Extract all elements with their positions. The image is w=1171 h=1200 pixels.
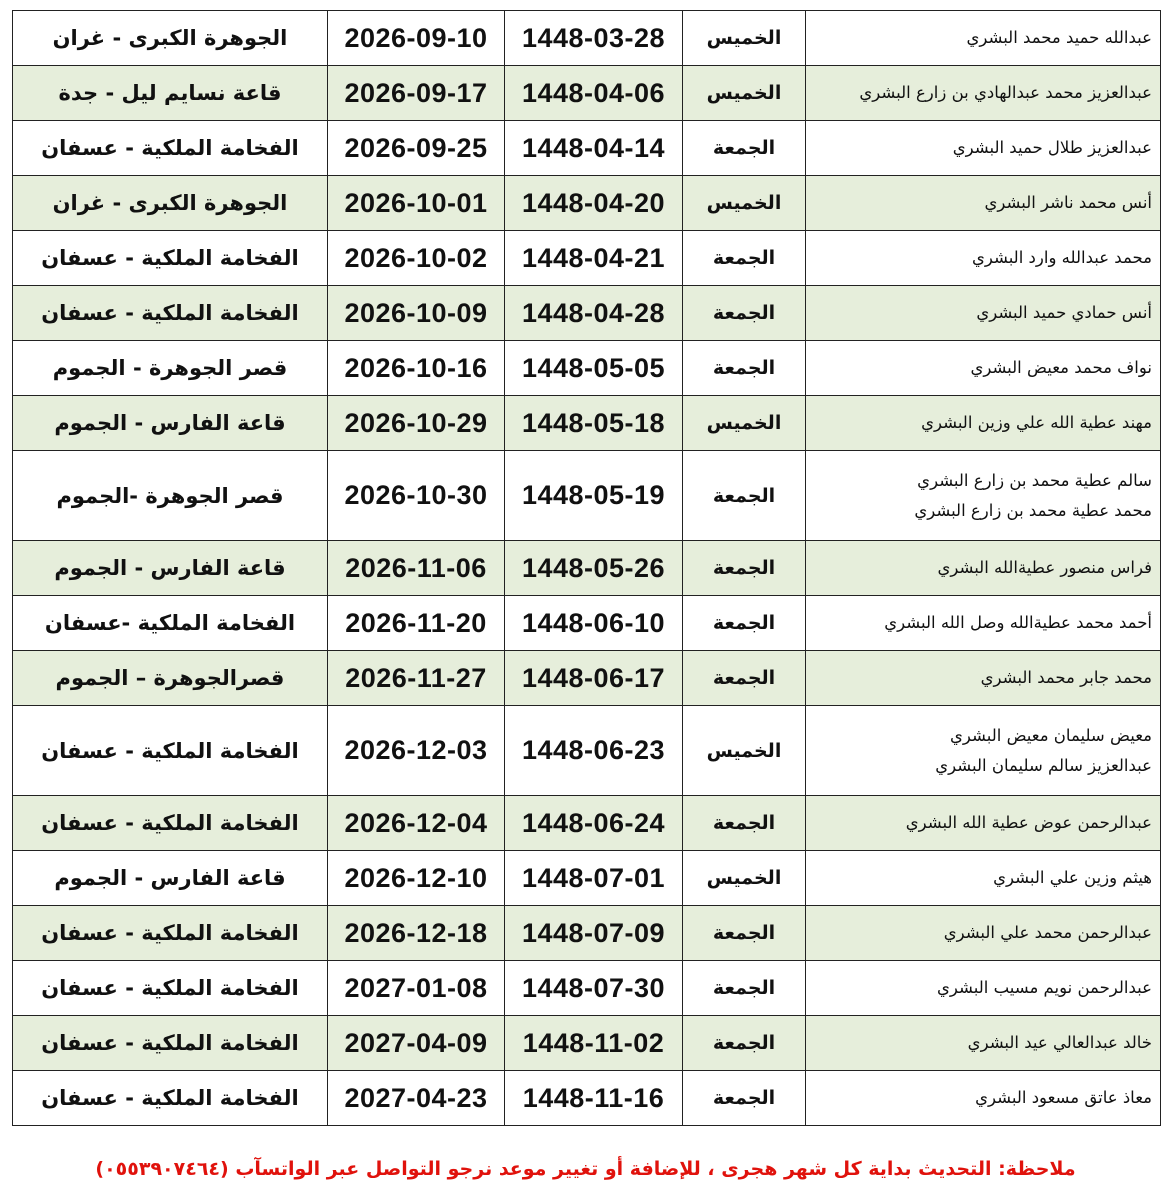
table-row bbox=[13, 66, 1161, 121]
person-name: مهند عطية الله علي وزين البشري bbox=[921, 413, 1152, 432]
person-name: عبدالرحمن نويم مسيب البشري bbox=[937, 978, 1152, 997]
venue-cell: الفخامة الملكية - عسفان bbox=[13, 231, 328, 286]
venue-cell: الجوهرة الكبرى - غران bbox=[13, 176, 328, 231]
gregorian-date-cell: 2026-10-02 bbox=[328, 231, 505, 286]
hijri-date-cell: 1448-06-23 bbox=[505, 706, 683, 796]
day-cell: الجمعة bbox=[683, 286, 806, 341]
hijri-date-cell: 1448-05-26 bbox=[505, 541, 683, 596]
hijri-date-cell: 1448-05-19 bbox=[505, 451, 683, 541]
hijri-date-cell: 1448-07-09 bbox=[505, 906, 683, 961]
names-cell bbox=[806, 541, 1161, 596]
day-cell: الجمعة bbox=[683, 796, 806, 851]
person-name: معيض سليمان معيض البشري bbox=[950, 725, 1152, 745]
venue-cell: الفخامة الملكية - عسفان bbox=[13, 906, 328, 961]
day-cell: الجمعة bbox=[683, 541, 806, 596]
hijri-date-cell: 1448-07-01 bbox=[505, 851, 683, 906]
table-row bbox=[13, 596, 1161, 651]
table-row bbox=[13, 176, 1161, 231]
day-cell: الخميس bbox=[683, 11, 806, 66]
day-cell: الجمعة bbox=[683, 231, 806, 286]
table-row bbox=[13, 706, 1161, 796]
hijri-date-cell: 1448-05-05 bbox=[505, 341, 683, 396]
venue-cell: قاعة الفارس - الجموم bbox=[13, 851, 328, 906]
venue-cell: الجوهرة الكبرى - غران bbox=[13, 11, 328, 66]
hijri-date-cell: 1448-05-18 bbox=[505, 396, 683, 451]
gregorian-date-cell: 2026-10-01 bbox=[328, 176, 505, 231]
venue-cell: قاعة نسايم ليل - جدة bbox=[13, 66, 328, 121]
gregorian-date-cell: 2026-10-30 bbox=[328, 451, 505, 541]
hijri-date-cell: 1448-11-02 bbox=[505, 1016, 683, 1071]
person-name: أنس محمد ناشر البشري bbox=[984, 193, 1152, 212]
person-name: محمد عطية محمد بن زارع البشري bbox=[914, 500, 1152, 520]
gregorian-date-cell: 2026-09-10 bbox=[328, 11, 505, 66]
names-cell bbox=[806, 396, 1161, 451]
day-cell: الجمعة bbox=[683, 1071, 806, 1126]
table-row bbox=[13, 961, 1161, 1016]
person-name: عبدالرحمن محمد علي البشري bbox=[943, 923, 1152, 942]
venue-cell: الفخامة الملكية - عسفان bbox=[13, 1071, 328, 1126]
names-cell bbox=[806, 796, 1161, 851]
names-cell bbox=[806, 176, 1161, 231]
person-name: معاذ عاتق مسعود البشري bbox=[975, 1088, 1152, 1107]
day-cell: الجمعة bbox=[683, 451, 806, 541]
gregorian-date-cell: 2026-11-27 bbox=[328, 651, 505, 706]
person-name: عبدالعزيز طلال حميد البشري bbox=[952, 138, 1152, 157]
person-name: عبدالرحمن عوض عطية الله البشري bbox=[905, 813, 1152, 832]
person-name: محمد جابر محمد البشري bbox=[980, 668, 1152, 687]
day-cell: الخميس bbox=[683, 706, 806, 796]
gregorian-date-cell: 2027-01-08 bbox=[328, 961, 505, 1016]
venue-cell: قصرالجوهرة – الجموم bbox=[13, 651, 328, 706]
person-name: خالد عبدالعالي عيد البشري bbox=[967, 1033, 1152, 1052]
hijri-date-cell: 1448-04-21 bbox=[505, 231, 683, 286]
venue-cell: الفخامة الملكية - عسفان bbox=[13, 796, 328, 851]
table-row bbox=[13, 651, 1161, 706]
schedule-table bbox=[12, 10, 1161, 1126]
names-cell bbox=[806, 961, 1161, 1016]
day-cell: الخميس bbox=[683, 851, 806, 906]
gregorian-date-cell: 2026-10-29 bbox=[328, 396, 505, 451]
gregorian-date-cell: 2026-12-10 bbox=[328, 851, 505, 906]
hijri-date-cell: 1448-04-14 bbox=[505, 121, 683, 176]
names-cell bbox=[806, 1016, 1161, 1071]
day-cell: الجمعة bbox=[683, 341, 806, 396]
table-row bbox=[13, 851, 1161, 906]
person-name: عبدالله حميد محمد البشري bbox=[966, 28, 1152, 47]
names-cell bbox=[806, 231, 1161, 286]
venue-cell: الفخامة الملكية -عسفان bbox=[13, 596, 328, 651]
gregorian-date-cell: 2026-12-18 bbox=[328, 906, 505, 961]
names-cell bbox=[806, 341, 1161, 396]
table-row bbox=[13, 1071, 1161, 1126]
venue-cell: قصر الجوهرة -الجموم bbox=[13, 451, 328, 541]
table-row bbox=[13, 231, 1161, 286]
schedule-body bbox=[13, 11, 1161, 1126]
day-cell: الخميس bbox=[683, 176, 806, 231]
gregorian-date-cell: 2027-04-09 bbox=[328, 1016, 505, 1071]
person-name: نواف محمد معيض البشري bbox=[970, 358, 1152, 377]
venue-cell: الفخامة الملكية - عسفان bbox=[13, 961, 328, 1016]
table-row bbox=[13, 341, 1161, 396]
venue-cell: قصر الجوهرة - الجموم bbox=[13, 341, 328, 396]
venue-cell: الفخامة الملكية - عسفان bbox=[13, 121, 328, 176]
gregorian-date-cell: 2026-11-20 bbox=[328, 596, 505, 651]
names-cell bbox=[806, 706, 1161, 796]
gregorian-date-cell: 2026-11-06 bbox=[328, 541, 505, 596]
gregorian-date-cell: 2026-09-17 bbox=[328, 66, 505, 121]
schedule-sheet bbox=[12, 10, 1160, 1126]
table-row bbox=[13, 541, 1161, 596]
names-cell bbox=[806, 651, 1161, 706]
person-name: عبدالعزيز سالم سليمان البشري bbox=[935, 755, 1152, 775]
hijri-date-cell: 1448-06-17 bbox=[505, 651, 683, 706]
person-name: أنس حمادي حميد البشري bbox=[976, 303, 1152, 322]
names-cell bbox=[806, 121, 1161, 176]
table-row bbox=[13, 286, 1161, 341]
day-cell: الجمعة bbox=[683, 1016, 806, 1071]
day-cell: الجمعة bbox=[683, 121, 806, 176]
person-name: أحمد محمد عطيةالله وصل الله البشري bbox=[884, 613, 1152, 632]
gregorian-date-cell: 2026-12-03 bbox=[328, 706, 505, 796]
venue-cell: الفخامة الملكية - عسفان bbox=[13, 1016, 328, 1071]
gregorian-date-cell: 2026-10-09 bbox=[328, 286, 505, 341]
day-cell: الجمعة bbox=[683, 651, 806, 706]
hijri-date-cell: 1448-04-20 bbox=[505, 176, 683, 231]
person-name: سالم عطية محمد بن زارع البشري bbox=[917, 470, 1152, 490]
venue-cell: الفخامة الملكية - عسفان bbox=[13, 286, 328, 341]
table-row bbox=[13, 451, 1161, 541]
gregorian-date-cell: 2027-04-23 bbox=[328, 1071, 505, 1126]
names-cell bbox=[806, 851, 1161, 906]
hijri-date-cell: 1448-11-16 bbox=[505, 1071, 683, 1126]
hijri-date-cell: 1448-04-28 bbox=[505, 286, 683, 341]
table-row bbox=[13, 906, 1161, 961]
table-row bbox=[13, 121, 1161, 176]
day-cell: الخميس bbox=[683, 66, 806, 121]
gregorian-date-cell: 2026-12-04 bbox=[328, 796, 505, 851]
hijri-date-cell: 1448-06-10 bbox=[505, 596, 683, 651]
footer-note: ملاحظة: التحديث بداية كل شهر هجرى ، للإضافة أو تغيير موعد نرجو التواصل عبر الواتسآب (٠٥٥٣٩٠٧٤٦٤) bbox=[95, 1158, 1076, 1180]
hijri-date-cell: 1448-06-24 bbox=[505, 796, 683, 851]
day-cell: الجمعة bbox=[683, 906, 806, 961]
gregorian-date-cell: 2026-10-16 bbox=[328, 341, 505, 396]
venue-cell: الفخامة الملكية - عسفان bbox=[13, 706, 328, 796]
names-cell bbox=[806, 451, 1161, 541]
names-cell bbox=[806, 11, 1161, 66]
hijri-date-cell: 1448-03-28 bbox=[505, 11, 683, 66]
names-cell bbox=[806, 286, 1161, 341]
table-row bbox=[13, 11, 1161, 66]
table-row bbox=[13, 796, 1161, 851]
hijri-date-cell: 1448-04-06 bbox=[505, 66, 683, 121]
day-cell: الجمعة bbox=[683, 961, 806, 1016]
gregorian-date-cell: 2026-09-25 bbox=[328, 121, 505, 176]
names-cell bbox=[806, 596, 1161, 651]
person-name: محمد عبدالله وارد البشري bbox=[971, 248, 1152, 267]
table-row bbox=[13, 1016, 1161, 1071]
names-cell bbox=[806, 66, 1161, 121]
day-cell: الخميس bbox=[683, 396, 806, 451]
table-row bbox=[13, 396, 1161, 451]
person-name: فراس منصور عطيةالله البشري bbox=[937, 558, 1152, 577]
hijri-date-cell: 1448-07-30 bbox=[505, 961, 683, 1016]
day-cell: الجمعة bbox=[683, 596, 806, 651]
venue-cell: قاعة الفارس - الجموم bbox=[13, 396, 328, 451]
names-cell bbox=[806, 1071, 1161, 1126]
person-name: عبدالعزيز محمد عبدالهادي بن زارع البشري bbox=[859, 83, 1152, 102]
venue-cell: قاعة الفارس - الجموم bbox=[13, 541, 328, 596]
person-name: هيثم وزين علي البشري bbox=[993, 868, 1152, 887]
names-cell bbox=[806, 906, 1161, 961]
